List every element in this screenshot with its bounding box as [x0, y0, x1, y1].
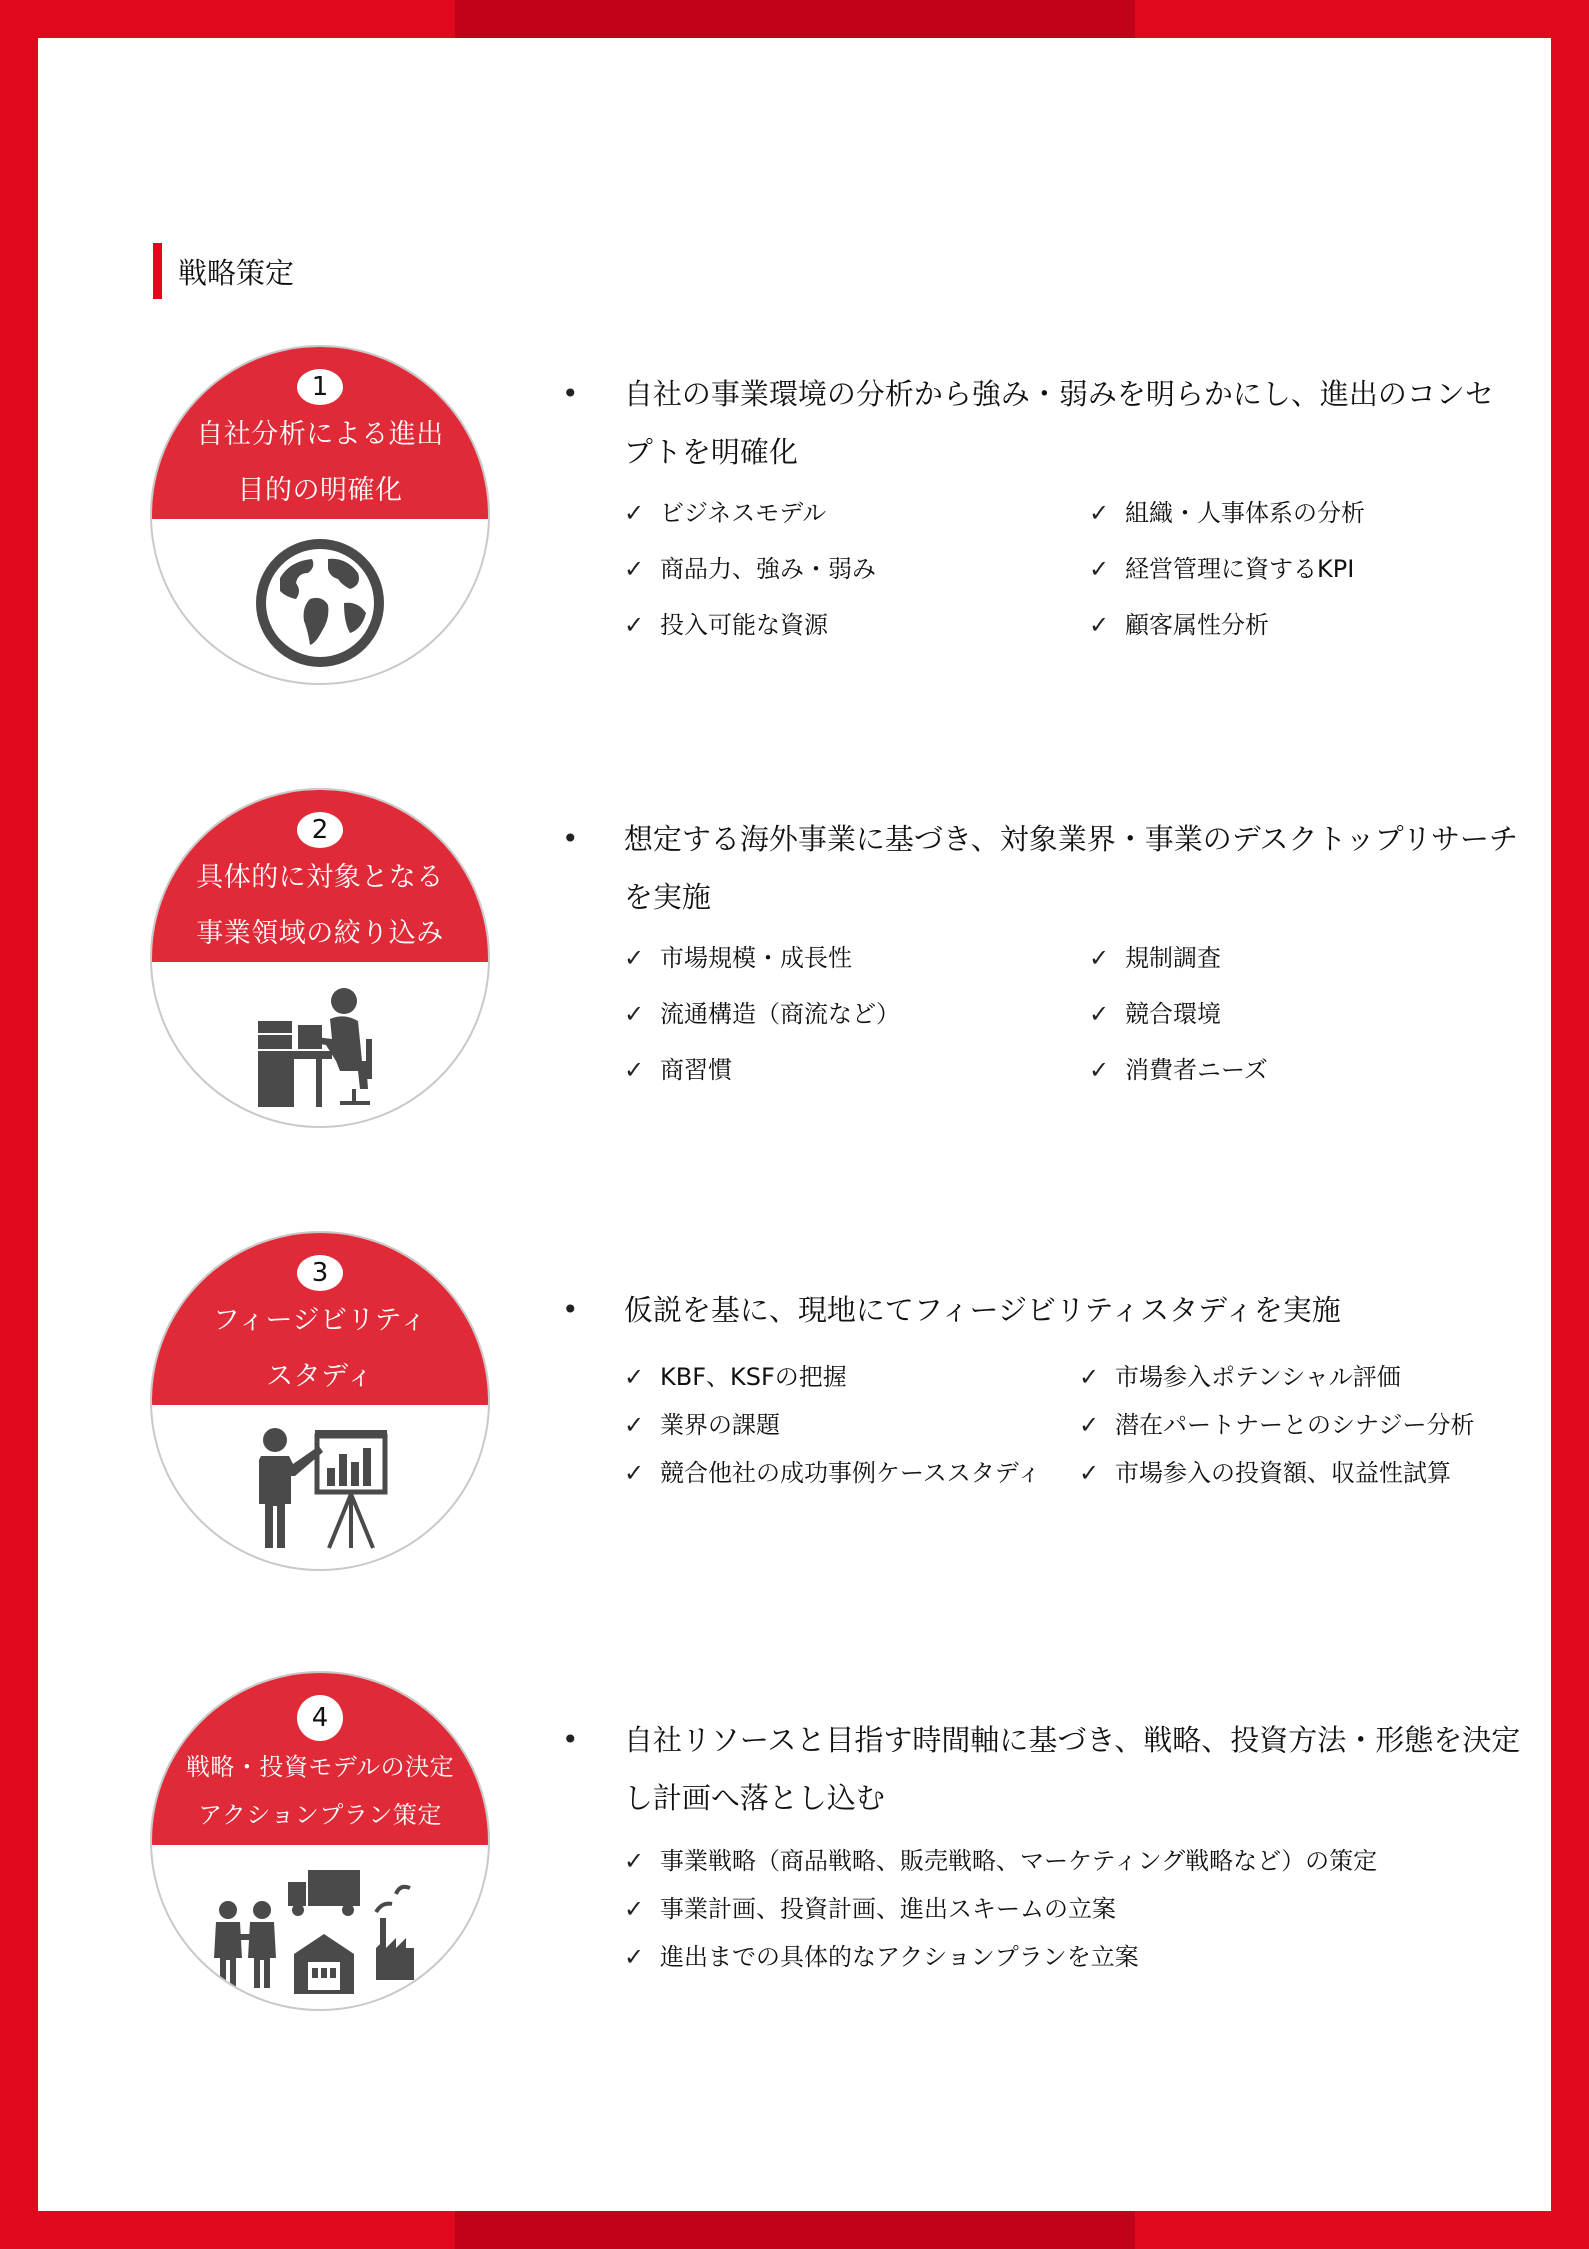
check-item: ✓ 商品力、強み・弱み — [624, 541, 1089, 597]
step-number: 2 — [297, 812, 343, 848]
check-item: ✓ 競合他社の成功事例ケーススタディ — [624, 1449, 1089, 1497]
check-icon: ✓ — [1089, 944, 1110, 972]
check-item: ✓ 業界の課題 — [624, 1401, 1089, 1449]
presentation-icon — [245, 1424, 395, 1554]
business-logistics-icon — [200, 1854, 440, 2004]
step-badge — [150, 345, 490, 685]
check-item: ✓ 事業計画、投資計画、進出スキームの立案 — [624, 1885, 1554, 1933]
step-title-line1: 具体的に対象となる — [196, 862, 444, 893]
step-3 — [38, 1231, 1551, 1591]
step-title-line1: フィージビリティ — [212, 1305, 428, 1336]
check-item: ✓ ビジネスモデル — [624, 485, 1089, 541]
check-item: ✓ 市場参入ポテンシャル評価 — [1079, 1353, 1554, 1401]
step-title-line2: 事業領域の絞り込み — [196, 918, 444, 949]
step-content — [562, 1281, 1522, 1497]
check-icon: ✓ — [1089, 1000, 1110, 1028]
check-icon: ✓ — [1089, 1056, 1110, 1084]
step-badge — [150, 1231, 490, 1571]
check-item: ✓ 潜在パートナーとのシナジー分析 — [1079, 1401, 1554, 1449]
check-icon: ✓ — [624, 1056, 645, 1084]
step-number: 1 — [297, 369, 343, 405]
badge-header — [152, 347, 488, 519]
check-item: ✓ 投入可能な資源 — [624, 597, 1089, 653]
check-item: ✓ 流通構造（商流など） — [624, 986, 1089, 1042]
check-icon: ✓ — [1089, 499, 1110, 527]
step-number: 4 — [297, 1695, 343, 1741]
badge-header — [152, 1673, 488, 1845]
top-accent-band — [455, 0, 1135, 38]
bullet-dot: • — [562, 377, 579, 410]
step-badge — [150, 788, 490, 1128]
step-content — [562, 1711, 1522, 1981]
check-item: ✓ 顧客属性分析 — [1089, 597, 1554, 653]
step-2 — [38, 788, 1551, 1148]
step-heading: 仮説を基に、現地にてフィージビリティスタディを実施 — [623, 1293, 1341, 1327]
heading-accent-bar — [153, 243, 162, 299]
step-badge — [150, 1671, 490, 2011]
step-title-line2: アクションプラン策定 — [198, 1801, 442, 1829]
step-title-line2: スタディ — [266, 1361, 374, 1392]
step-4 — [38, 1671, 1551, 2031]
check-icon: ✓ — [624, 1459, 645, 1487]
step-content — [562, 365, 1522, 653]
badge-header — [152, 790, 488, 962]
check-icon: ✓ — [624, 1363, 645, 1391]
check-icon: ✓ — [624, 1943, 645, 1971]
check-icon: ✓ — [624, 499, 645, 527]
check-icon: ✓ — [624, 555, 645, 583]
check-icon: ✓ — [624, 1895, 645, 1923]
bullet-dot: • — [562, 1293, 579, 1326]
check-item: ✓ 消費者ニーズ — [1089, 1042, 1554, 1098]
check-item: ✓ 経営管理に資するKPI — [1089, 541, 1554, 597]
bullet-dot: • — [562, 822, 579, 855]
step-title-line1: 自社分析による進出 — [196, 419, 444, 450]
check-item: ✓ KBF、KSFの把握 — [624, 1353, 1089, 1401]
step-number: 3 — [297, 1255, 343, 1291]
check-icon: ✓ — [1089, 611, 1110, 639]
check-item: ✓ 規制調査 — [1089, 930, 1554, 986]
check-item: ✓ 商習慣 — [624, 1042, 1089, 1098]
check-icon: ✓ — [624, 1847, 645, 1875]
check-icon: ✓ — [624, 1000, 645, 1028]
check-item: ✓ 市場参入の投資額、収益性試算 — [1079, 1449, 1554, 1497]
page-sheet — [38, 38, 1551, 2211]
step-1 — [38, 345, 1551, 705]
check-icon: ✓ — [1089, 555, 1110, 583]
check-item: ✓ 進出までの具体的なアクションプランを立案 — [624, 1933, 1554, 1981]
check-item: ✓ 事業戦略（商品戦略、販売戦略、マーケティング戦略など）の策定 — [624, 1837, 1554, 1885]
bottom-accent-band — [455, 2211, 1135, 2249]
badge-header — [152, 1233, 488, 1405]
step-content — [562, 810, 1522, 1098]
section-title: 戦略策定 — [178, 255, 295, 290]
check-icon: ✓ — [1079, 1411, 1100, 1439]
step-heading: 自社リソースと目指す時間軸に基づき、戦略、投資方法・形態を決定し計画へ落とし込む — [623, 1723, 1521, 1815]
step-title-line1: 戦略・投資モデルの決定 — [185, 1753, 455, 1781]
check-icon: ✓ — [624, 611, 645, 639]
bullet-dot: • — [562, 1723, 579, 1756]
desk-research-icon — [240, 981, 400, 1111]
step-heading: 自社の事業環境の分析から強み・弱みを明らかにし、進出のコンセプトを明確化 — [623, 377, 1494, 469]
section-heading — [153, 243, 294, 299]
globe-icon — [250, 533, 390, 673]
step-heading: 想定する海外事業に基づき、対象業界・事業のデスクトップリサーチを実施 — [623, 822, 1518, 914]
check-icon: ✓ — [1079, 1363, 1100, 1391]
check-item: ✓ 競合環境 — [1089, 986, 1554, 1042]
check-icon: ✓ — [624, 1411, 645, 1439]
check-item: ✓ 組織・人事体系の分析 — [1089, 485, 1554, 541]
step-title-line2: 目的の明確化 — [237, 475, 403, 506]
check-item: ✓ 市場規模・成長性 — [624, 930, 1089, 986]
check-icon: ✓ — [624, 944, 645, 972]
check-icon: ✓ — [1079, 1459, 1100, 1487]
